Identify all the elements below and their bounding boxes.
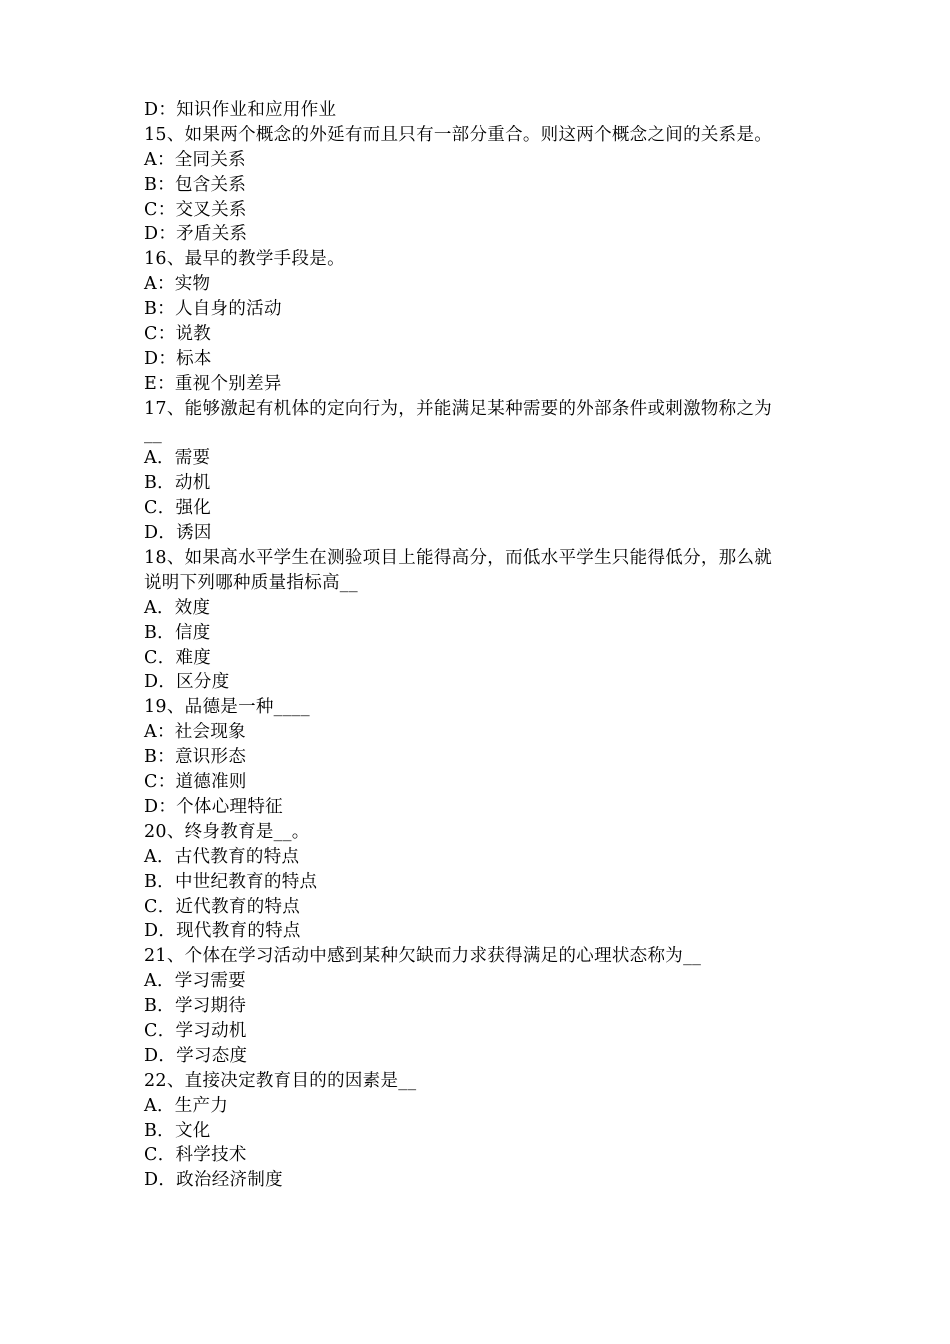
option-line: A．需要	[144, 448, 211, 469]
question-line-continued: 说明下列哪种质量指标高__	[144, 572, 358, 593]
question-line: 16、最早的教学手段是。	[144, 249, 345, 270]
option-line: A．学习需要	[144, 971, 246, 992]
option-line: C．难度	[144, 647, 212, 668]
option-line: B：意识形态	[144, 747, 247, 768]
option-line: C：交叉关系	[144, 199, 247, 220]
option-line: B：包含关系	[144, 174, 247, 195]
option-line: D：矛盾关系	[144, 224, 248, 245]
option-line: A．效度	[144, 597, 211, 618]
question-line: 21、个体在学习活动中感到某种欠缺而力求获得满足的心理状态称为__	[144, 946, 702, 967]
option-line: B．动机	[144, 473, 211, 494]
question-line: 20、终身教育是__。	[144, 821, 310, 842]
option-line: E：重视个别差异	[144, 373, 282, 394]
option-line: C．强化	[144, 498, 212, 519]
option-line: C．科学技术	[144, 1145, 247, 1166]
question-line: 17、能够激起有机体的定向行为，并能满足某种需要的外部条件或刺激物称之为	[144, 398, 773, 419]
option-line: C：说教	[144, 324, 212, 345]
option-line: B．学习期待	[144, 996, 247, 1017]
option-line: D．诱因	[144, 523, 212, 544]
question-line: 19、品德是一种____	[144, 697, 310, 718]
option-line: B．文化	[144, 1120, 211, 1141]
question-line: 15、如果两个概念的外延有而且只有一部分重合。则这两个概念之间的关系是。	[144, 124, 773, 145]
option-line: D：知识作业和应用作业	[144, 100, 337, 120]
option-line: A：全同关系	[144, 149, 246, 170]
option-line: D．政治经济制度	[144, 1170, 283, 1191]
question-line: 22、直接决定教育目的的因素是__	[144, 1070, 417, 1091]
option-line: C：道德准则	[144, 772, 247, 793]
option-line: A．古代教育的特点	[144, 846, 300, 867]
question-line: 18、如果高水平学生在测验项目上能得高分，而低水平学生只能得低分，那么就	[144, 548, 773, 569]
option-line: D．学习态度	[144, 1045, 248, 1066]
option-line: D．现代教育的特点	[144, 921, 301, 942]
option-line: B：人自身的活动	[144, 299, 282, 320]
option-line: A：社会现象	[144, 722, 246, 743]
option-line: D．区分度	[144, 672, 230, 693]
option-line: C．近代教育的特点	[144, 896, 301, 917]
question-line-continued: __	[144, 423, 163, 444]
option-line: A．生产力	[144, 1095, 229, 1116]
option-line: D：标本	[144, 348, 212, 369]
option-line: C．学习动机	[144, 1020, 247, 1041]
option-line: D：个体心理特征	[144, 796, 283, 817]
document-body	[144, 98, 816, 1193]
option-line: A：实物	[144, 274, 211, 295]
option-line: B．中世纪教育的特点	[144, 871, 318, 892]
option-line: B．信度	[144, 622, 211, 643]
